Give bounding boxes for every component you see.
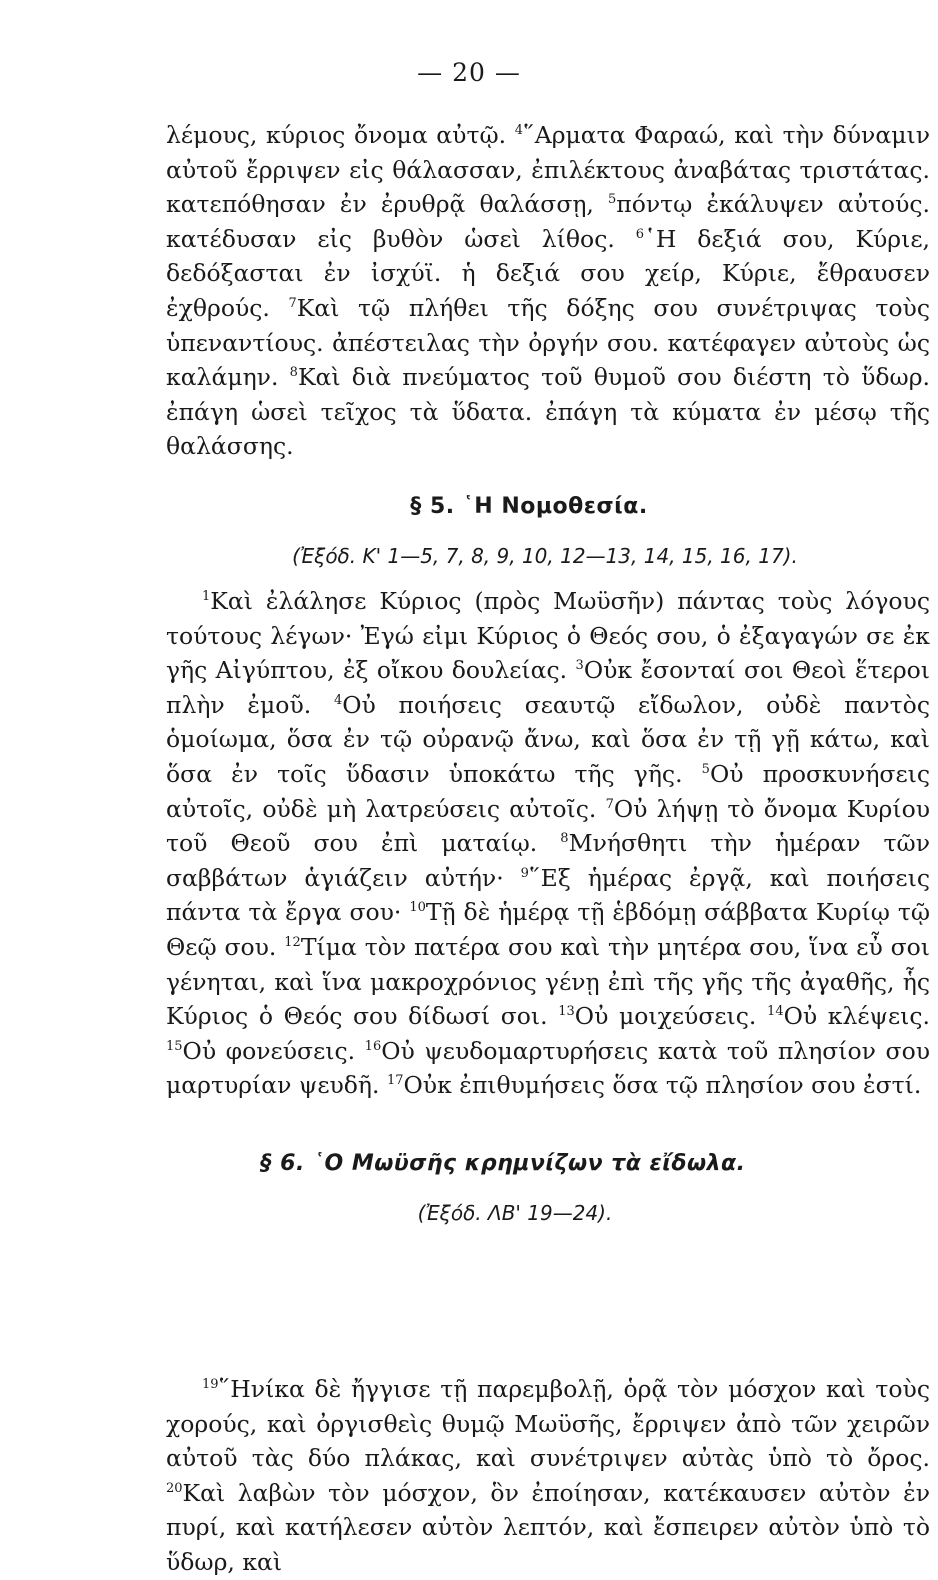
section-5-reference: (Ἐξόδ. Κ' 1—5, 7, 8, 9, 10, 12—13, 14, 15, 16, 17). xyxy=(292,544,798,568)
verse-text: Οὐκ ἐπιθυμήσεις ὅσα τῷ πλησίον σου ἐστί. xyxy=(403,1071,922,1100)
verse-number: 1 xyxy=(202,589,211,604)
verse-text: Καὶ τῷ πλήθει τῆς δόξης σου συνέτριψας τοὺς ὑπεναντίους. ἀπέστειλας τὴν ὀργήν σου. κατέφαγεν αὐτοὺς ὡς καλάμην. xyxy=(166,293,930,392)
verse-text: ῾Η δεξιά σου, Κύριε, δεδόξασται ἐν ἰσχύϊ. ἡ δεξιά σου χείρ, Κύριε, ἔθραυσεν ἐχθρούς. xyxy=(166,224,930,322)
verse-number: 17 xyxy=(386,1073,404,1089)
verse-text: Καὶ διὰ πνεύματος τοῦ θυμοῦ σου διέστη τὸ ὕδωρ. ἐπάγη ὡσεὶ τεῖχος τὰ ὕδατα. ἐπάγη τὰ κύματα ἐν μέσῳ τῆς θαλάσσης. xyxy=(166,363,930,461)
verse-number: 14 xyxy=(767,1004,784,1020)
verse-number: 7 xyxy=(605,796,614,812)
verse-text: Μνήσθητι τὴν ἡμέραν τῶν σαββάτων ἁγιάζειν αὐτήν· xyxy=(166,829,931,892)
verse-number: 15 xyxy=(166,1038,183,1054)
verse-text: Καὶ ἐλάλησε Κύριος (πρὸς Μωϋσῆν) πάντας τοὺς λόγους τούτους λέγων· Ἐγώ εἰμι Κύριος ὁ Θεός σου, ὁ ἐξαγαγών σε ἐκ γῆς Αἰγύπτου, ἐξ οἴκου δουλείας. xyxy=(166,587,930,685)
verse-text: πόντῳ ἐκάλυψεν αὐτούς. κατέδυσαν εἰς βυθὸν ὡσεὶ λίθος. xyxy=(166,190,930,253)
verse-text: ῞Αρματα Φαραώ, καὶ τὴν δύναμιν αὐτοῦ ἔρριψεν εἰς θάλασσαν, ἐπιλέκτους ἀναβάτας τριστάτας. κατεπόθησαν ἐν ἐρυθρᾷ θαλάσσῃ, xyxy=(166,121,930,219)
verse-text: Οὐ προσκυνήσεις αὐτοῖς, οὐδὲ μὴ λατρεύσεις αὐτοῖς. xyxy=(166,759,930,823)
verse-text: Οὐ λήψῃ τὸ ὄνομα Κυρίου τοῦ Θεοῦ σου ἐπὶ ματαίῳ. xyxy=(166,794,931,858)
verse-number: 4 xyxy=(333,692,343,708)
verse-text: Οὐ φονεύσεις. xyxy=(182,1036,365,1065)
verse-number: 13 xyxy=(558,1004,575,1020)
paragraph-song-of-moses xyxy=(166,118,930,464)
verse-number: 16 xyxy=(364,1038,382,1054)
verse-text: ῞Ηνίκα δὲ ἤγγισε τῇ παρεμβολῇ, ὁρᾷ τὸν μόσχον καὶ τοὺς χορούς, καὶ ὀργισθεὶς θυμῷ Μωϋσῆς, ἔρριψεν ἀπὸ τῶν χειρῶν αὐτοῦ τὰς δύο πλάκας, καὶ συνέτριψεν αὐτὰς ὑπὸ τὸ ὄρος. xyxy=(166,1375,930,1473)
section-6-heading: § 6. ῾Ο Μωϋσῆς κρημνίζων τὰ εἴδωλα. xyxy=(260,1151,746,1176)
verse-number: 5 xyxy=(701,761,710,777)
verse-text: λέμους, κύριος ὄνομα αὐτῷ. xyxy=(166,121,515,149)
verse-text: Τίμα τὸν πατέρα σου καὶ τὴν μητέρα σου, ἵνα εὖ σοι γένηται, καὶ ἵνα μακροχρόνιος γένῃ ἐπὶ τῆς γῆς τῆς ἀγαθῆς, ἧς Κύριος ὁ Θεός σου δίδωσί σοι. xyxy=(166,932,930,1031)
verse-number: 4 xyxy=(514,123,523,138)
paragraph-golden-calf xyxy=(166,1372,930,1580)
verse-text: Καὶ λαβὼν τὸν μόσχον, ὃν ἐποίησαν, κατέκαυσεν αὐτὸν ἐν πυρί, καὶ κατήλεσεν αὐτὸν λεπτόν, καὶ ἔσπειρεν αὐτὸν ὑπὸ τὸ ὕδωρ, καὶ xyxy=(166,1478,930,1576)
verse-text: Τῇ δὲ ἡμέρᾳ τῇ ἑβδόμῃ σάββατα Κυρίῳ τῷ Θεῷ σου. xyxy=(166,898,930,961)
verse-text: Οὐκ ἔσονταί σοι Θεοὶ ἕτεροι πλὴν ἐμοῦ. xyxy=(166,656,930,719)
paragraph-ten-commandments xyxy=(166,584,930,1103)
verse-text: ῞Εξ ἡμέρας ἐργᾷ, καὶ ποιήσεις πάντα τὰ ἔργα σου· xyxy=(166,863,930,927)
verse-number: 20 xyxy=(166,1480,183,1496)
verse-number: 6 xyxy=(635,226,645,242)
section-6-reference: (Ἐξόδ. ΛΒ' 19—24). xyxy=(417,1201,613,1225)
verse-number: 9 xyxy=(520,865,529,881)
verse-number: 3 xyxy=(575,658,584,674)
verse-number: 12 xyxy=(284,934,301,950)
verse-number: 7 xyxy=(288,295,297,311)
verse-text: Οὐ ψευδομαρτυρήσεις κατὰ τοῦ πλησίον σου μαρτυρίαν ψευδῆ. xyxy=(166,1036,931,1100)
verse-number: 5 xyxy=(608,192,617,208)
verse-number: 10 xyxy=(409,900,426,916)
verse-number: 8 xyxy=(289,365,298,381)
verse-number: 19 xyxy=(202,1377,219,1392)
page-number: — 20 — xyxy=(417,58,521,87)
section-5-heading: § 5. ῾Η Νομοθεσία. xyxy=(410,494,648,519)
verse-text: Οὐ μοιχεύσεις. xyxy=(574,1002,768,1031)
verse-text: Οὐ ποιήσεις σεαυτῷ εἴδωλον, οὐδὲ παντὸς ὁμοίωμα, ὅσα ἐν τῷ οὐρανῷ ἄνω, καὶ ὅσα ἐν τῇ γῇ κάτω, καὶ ὅσα ἐν τοῖς ὕδασιν ὑποκάτω τῆς γῆς. xyxy=(166,690,930,788)
verse-text: Οὐ κλέψεις. xyxy=(783,1002,930,1031)
verse-number: 8 xyxy=(560,831,569,847)
